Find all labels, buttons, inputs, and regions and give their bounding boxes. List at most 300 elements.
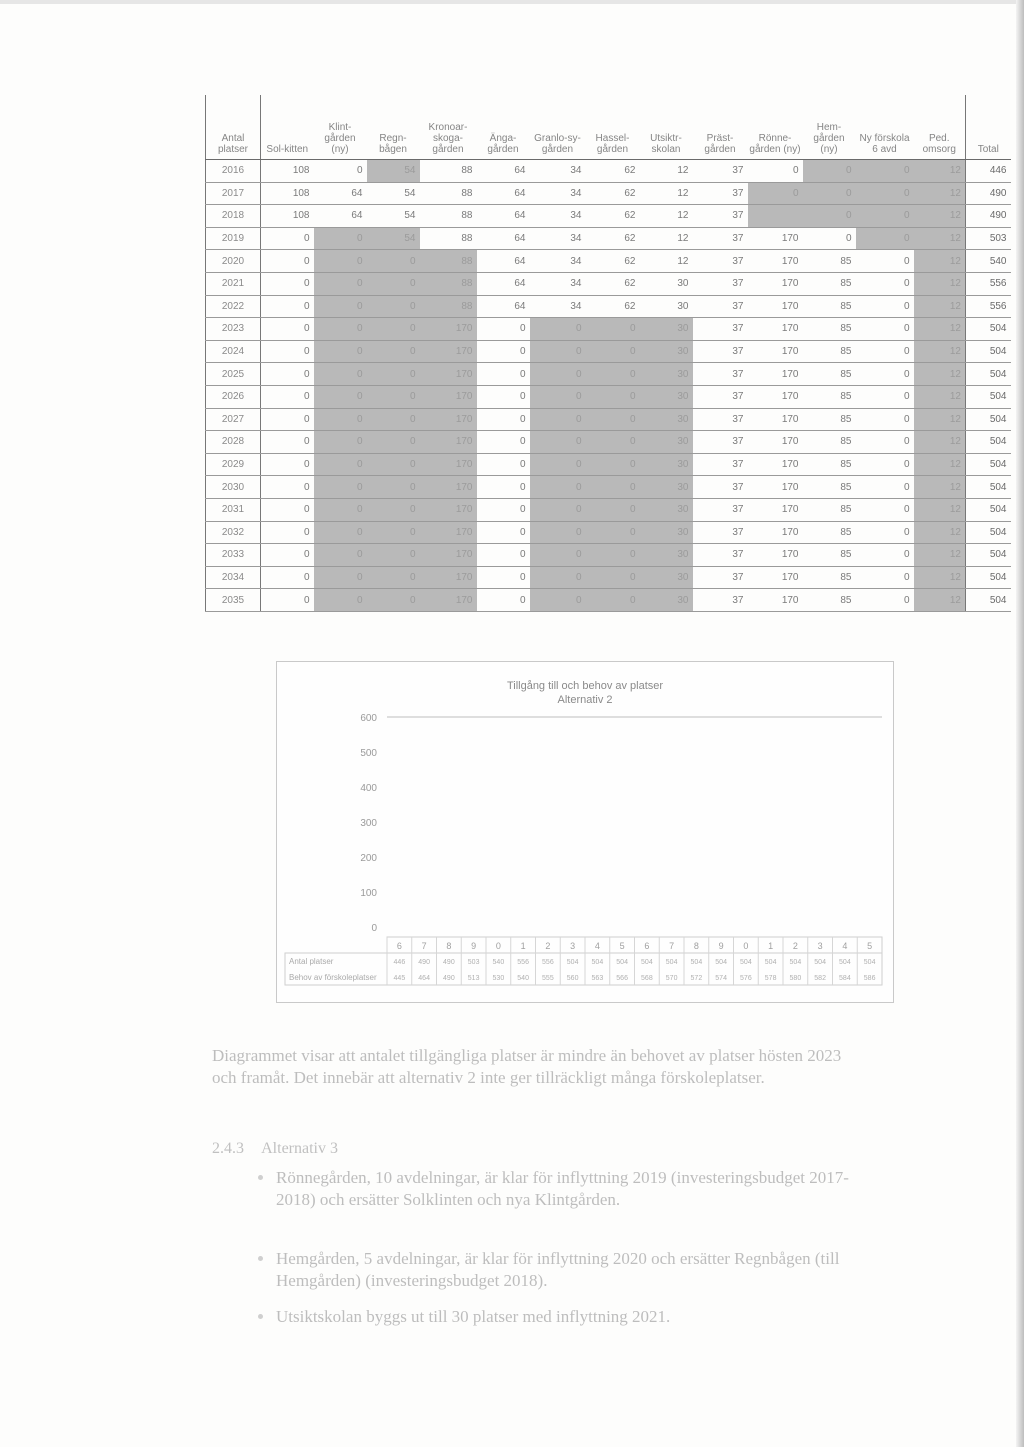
table-row (206, 318, 1011, 341)
table-cell: 88 (420, 205, 477, 228)
year-cell: 2032 (206, 521, 261, 544)
table-cell: 12 (914, 205, 966, 228)
table-row (206, 544, 1011, 567)
table-cell: 85 (803, 521, 856, 544)
table-cell: 30 (640, 566, 693, 589)
year-cell: 2024 (206, 340, 261, 363)
table-cell: 0 (261, 566, 314, 589)
table-cell: 0 (477, 476, 530, 499)
seat-table (205, 95, 1011, 612)
table-cell: 30 (640, 453, 693, 476)
column-header: Antal platser (206, 95, 261, 160)
table-cell: 170 (420, 453, 477, 476)
table-cell: 0 (856, 476, 914, 499)
table-cell: 170 (420, 589, 477, 612)
table-cell: 170 (748, 340, 803, 363)
table-cell: 108 (261, 205, 314, 228)
table-cell: 85 (803, 431, 856, 454)
series-value: 555 (542, 975, 554, 982)
table-cell: 0 (530, 431, 586, 454)
series-value: 504 (863, 959, 876, 966)
series-value: 504 (690, 959, 703, 966)
y-tick-label: 0 (371, 923, 377, 934)
x-category-label: 7 (421, 941, 427, 951)
table-cell: 37 (693, 476, 748, 499)
table-cell: 0 (586, 340, 640, 363)
y-tick-label: 400 (360, 783, 377, 794)
table-cell: 0 (856, 431, 914, 454)
total-cell: 504 (966, 318, 1011, 341)
column-header: Kronoar-skoga-gården (420, 95, 477, 160)
table-cell: 170 (748, 295, 803, 318)
table-cell: 0 (367, 250, 420, 273)
year-cell: 2031 (206, 498, 261, 521)
table-cell: 37 (693, 498, 748, 521)
column-header: Präst-gården (693, 95, 748, 160)
table-cell: 0 (856, 205, 914, 228)
table-cell: 0 (530, 544, 586, 567)
series-value: 576 (740, 975, 752, 982)
year-cell: 2018 (206, 205, 261, 228)
table-cell: 88 (420, 227, 477, 250)
table-cell: 0 (314, 160, 367, 183)
x-category-label: 6 (396, 941, 402, 951)
table-cell: 85 (803, 318, 856, 341)
series-value: 582 (814, 975, 826, 982)
x-category-label: 4 (842, 941, 848, 951)
x-category-label: 3 (570, 941, 576, 951)
table-cell: 0 (586, 318, 640, 341)
series-value: 504 (566, 959, 579, 966)
table-cell: 0 (367, 340, 420, 363)
chart-title: Tillgång till och behov av platser (506, 680, 664, 692)
x-category-label: 2 (792, 941, 798, 951)
series-value: 504 (839, 959, 851, 966)
total-cell: 504 (966, 340, 1011, 363)
bullet-dot-icon (258, 1256, 263, 1261)
table-cell: 0 (261, 589, 314, 612)
section-number: 2.4.3 (212, 1140, 244, 1157)
table-cell: 85 (803, 544, 856, 567)
table-cell: 0 (261, 476, 314, 499)
table-cell: 64 (477, 295, 530, 318)
table-cell: 0 (803, 227, 856, 250)
year-cell: 2019 (206, 227, 261, 250)
series-value: 556 (517, 959, 529, 966)
bullet-item (276, 1306, 856, 1328)
table-cell: 0 (586, 408, 640, 431)
table-cell: 0 (367, 431, 420, 454)
table-cell: 34 (530, 250, 586, 273)
table-cell: 0 (261, 431, 314, 454)
table-cell: 88 (420, 250, 477, 273)
table-cell: 0 (856, 589, 914, 612)
table-cell: 88 (420, 160, 477, 183)
total-cell: 504 (966, 453, 1011, 476)
table-row (206, 182, 1011, 205)
total-cell: 556 (966, 272, 1011, 295)
table-cell: 64 (314, 205, 367, 228)
column-header: Regn-bågen (367, 95, 420, 160)
table-cell: 0 (314, 363, 367, 386)
table-cell: 37 (693, 385, 748, 408)
table-cell: 0 (261, 227, 314, 250)
series-value: 570 (665, 975, 678, 982)
table-cell: 0 (748, 182, 803, 205)
table-cell: 37 (693, 340, 748, 363)
table-cell: 108 (261, 182, 314, 205)
table-cell: 12 (914, 431, 966, 454)
table-cell: 85 (803, 295, 856, 318)
x-category-label: 5 (619, 941, 625, 951)
x-category-label: 0 (743, 941, 749, 951)
table-cell: 0 (856, 318, 914, 341)
x-category-label: 0 (495, 941, 501, 951)
table-cell: 0 (856, 295, 914, 318)
table-row (206, 363, 1011, 386)
table-cell: 62 (586, 160, 640, 183)
table-cell: 0 (261, 453, 314, 476)
table-cell: 0 (477, 453, 530, 476)
table-cell: 85 (803, 476, 856, 499)
series-value: 513 (467, 975, 480, 982)
table-cell: 0 (261, 363, 314, 386)
table-cell: 0 (314, 227, 367, 250)
total-cell: 504 (966, 544, 1011, 567)
table-cell: 12 (914, 453, 966, 476)
table-cell: 30 (640, 363, 693, 386)
table-cell: 0 (477, 363, 530, 386)
table-cell: 0 (586, 363, 640, 386)
table-cell: 0 (477, 589, 530, 612)
table-cell: 37 (693, 589, 748, 612)
table-cell: 34 (530, 227, 586, 250)
table-cell: 170 (420, 340, 477, 363)
table-cell: 64 (477, 205, 530, 228)
total-cell: 504 (966, 385, 1011, 408)
year-cell: 2026 (206, 385, 261, 408)
table-cell: 12 (914, 272, 966, 295)
series-value: 584 (839, 975, 851, 982)
total-cell: 504 (966, 498, 1011, 521)
table-cell: 37 (693, 318, 748, 341)
table-cell: 170 (748, 566, 803, 589)
series-value: 503 (467, 959, 480, 966)
column-header: Total (966, 95, 1011, 160)
table-cell: 0 (530, 566, 586, 589)
table-row (206, 498, 1011, 521)
table-cell: 0 (367, 408, 420, 431)
total-cell: 504 (966, 408, 1011, 431)
year-cell: 2035 (206, 589, 261, 612)
total-cell: 490 (966, 182, 1011, 205)
table-cell: 170 (748, 453, 803, 476)
y-tick-label: 200 (360, 853, 377, 864)
table-cell: 0 (586, 431, 640, 454)
table-cell: 12 (640, 205, 693, 228)
table-cell: 0 (261, 385, 314, 408)
table-cell: 12 (914, 385, 966, 408)
table-cell: 0 (261, 521, 314, 544)
table-cell: 0 (314, 295, 367, 318)
table-cell: 0 (530, 385, 586, 408)
table-cell: 0 (367, 363, 420, 386)
table-header-row (206, 95, 1011, 160)
table-cell: 12 (914, 566, 966, 589)
series-value: 504 (740, 959, 752, 966)
y-tick-label: 600 (360, 713, 377, 724)
table-cell: 12 (914, 318, 966, 341)
series-value: 504 (616, 959, 628, 966)
table-cell: 30 (640, 318, 693, 341)
table-cell: 0 (367, 521, 420, 544)
bullet-dot-icon (258, 1314, 263, 1319)
table-cell: 54 (367, 182, 420, 205)
table-cell: 37 (693, 250, 748, 273)
table-cell: 62 (586, 272, 640, 295)
table-row (206, 385, 1011, 408)
table-cell: 12 (914, 160, 966, 183)
table-cell: 85 (803, 589, 856, 612)
table-cell: 0 (856, 227, 914, 250)
year-cell: 2023 (206, 318, 261, 341)
series-value: 490 (418, 959, 430, 966)
column-header: Ny förskola 6 avd (856, 95, 914, 160)
year-cell: 2030 (206, 476, 261, 499)
table-cell: 0 (261, 272, 314, 295)
year-cell: 2020 (206, 250, 261, 273)
series-value: 530 (492, 975, 505, 982)
table-cell (748, 205, 803, 228)
table-cell: 0 (803, 182, 856, 205)
column-header: Sol-kitten (261, 95, 314, 160)
table-cell: 170 (420, 544, 477, 567)
series-value: 504 (789, 959, 802, 966)
table-cell: 0 (530, 340, 586, 363)
table-row (206, 295, 1011, 318)
table-cell: 0 (367, 272, 420, 295)
table-cell: 0 (586, 476, 640, 499)
series-value: 504 (764, 959, 777, 966)
table-cell: 170 (420, 408, 477, 431)
table-cell: 37 (693, 160, 748, 183)
table-cell: 0 (261, 408, 314, 431)
series-value: 504 (641, 959, 653, 966)
table-cell: 170 (748, 476, 803, 499)
x-category-label: 9 (471, 941, 477, 951)
table-cell: 62 (586, 182, 640, 205)
table-cell: 0 (586, 521, 640, 544)
table-cell: 0 (314, 250, 367, 273)
table-cell: 0 (856, 544, 914, 567)
table-cell: 85 (803, 498, 856, 521)
total-cell: 504 (966, 521, 1011, 544)
table-cell: 12 (914, 544, 966, 567)
table-cell: 0 (367, 498, 420, 521)
chart-panel (276, 661, 894, 1003)
column-header: Klint-gården (ny) (314, 95, 367, 160)
table-cell: 0 (748, 160, 803, 183)
column-header: Änga-gården (477, 95, 530, 160)
year-cell: 2027 (206, 408, 261, 431)
table-cell: 30 (640, 340, 693, 363)
x-category-label: 1 (768, 941, 774, 951)
table-cell: 0 (586, 453, 640, 476)
table-cell: 0 (530, 408, 586, 431)
series-value: 574 (715, 975, 727, 982)
table-cell: 37 (693, 227, 748, 250)
column-header: Ped. omsorg (914, 95, 966, 160)
table-cell: 0 (586, 566, 640, 589)
table-cell: 12 (914, 521, 966, 544)
table-cell: 62 (586, 205, 640, 228)
table-cell: 0 (586, 385, 640, 408)
table-cell: 0 (367, 318, 420, 341)
table-cell: 0 (477, 566, 530, 589)
table-cell: 34 (530, 272, 586, 295)
bullet-item (276, 1167, 856, 1211)
year-cell: 2029 (206, 453, 261, 476)
table-cell: 170 (748, 385, 803, 408)
table-cell: 0 (477, 408, 530, 431)
table-cell: 0 (530, 521, 586, 544)
table-cell: 170 (420, 566, 477, 589)
table-cell: 62 (586, 250, 640, 273)
table-cell: 12 (914, 295, 966, 318)
table-cell: 0 (856, 453, 914, 476)
table-cell: 85 (803, 566, 856, 589)
total-cell: 504 (966, 363, 1011, 386)
table-cell: 0 (314, 521, 367, 544)
table-cell: 0 (367, 589, 420, 612)
x-category-label: 8 (693, 941, 699, 951)
y-tick-label: 300 (360, 818, 377, 829)
year-cell: 2028 (206, 431, 261, 454)
table-cell: 170 (748, 521, 803, 544)
table-cell: 0 (261, 250, 314, 273)
total-cell: 504 (966, 476, 1011, 499)
table-cell: 170 (748, 318, 803, 341)
table-cell: 37 (693, 566, 748, 589)
table-cell: 0 (314, 566, 367, 589)
table-row (206, 476, 1011, 499)
table-cell: 34 (530, 205, 586, 228)
series-value: 504 (665, 959, 678, 966)
column-header: Rönne-gården (ny) (748, 95, 803, 160)
section-heading (212, 1140, 352, 1158)
table-cell: 0 (856, 250, 914, 273)
table-cell: 37 (693, 182, 748, 205)
table-cell: 108 (261, 160, 314, 183)
x-category-label: 6 (644, 941, 650, 951)
total-cell: 490 (966, 205, 1011, 228)
table-cell: 64 (477, 182, 530, 205)
table-cell: 170 (420, 363, 477, 386)
series-legend-label: Antal platser (289, 957, 334, 966)
table-cell: 88 (420, 272, 477, 295)
table-cell: 37 (693, 295, 748, 318)
year-cell: 2017 (206, 182, 261, 205)
series-value: 566 (616, 975, 628, 982)
series-value: 586 (863, 975, 876, 982)
table-row (206, 589, 1011, 612)
table-cell: 0 (314, 589, 367, 612)
bullet-text: Hemgården, 5 avdelningar, är klar för inflyttning 2020 och ersätter Regnbågen (till Hemgården) (investeringsbudget 2018). (276, 1249, 840, 1290)
table-cell: 30 (640, 431, 693, 454)
table-row (206, 205, 1011, 228)
table-cell: 0 (477, 544, 530, 567)
table-cell: 88 (420, 182, 477, 205)
table-cell: 12 (914, 250, 966, 273)
series-value: 490 (443, 959, 455, 966)
table-cell: 0 (856, 385, 914, 408)
table-cell: 30 (640, 589, 693, 612)
table-cell: 34 (530, 182, 586, 205)
table-cell: 62 (586, 227, 640, 250)
table-row (206, 272, 1011, 295)
table-cell: 12 (640, 160, 693, 183)
x-category-label: 9 (718, 941, 724, 951)
table-row (206, 250, 1011, 273)
x-category-label: 2 (545, 941, 551, 951)
total-cell: 540 (966, 250, 1011, 273)
column-header: Hem-gården (ny) (803, 95, 856, 160)
table-cell: 0 (314, 318, 367, 341)
table-cell: 0 (530, 589, 586, 612)
table-cell: 0 (477, 521, 530, 544)
table-cell: 0 (261, 295, 314, 318)
table-cell: 85 (803, 385, 856, 408)
table-cell: 0 (803, 205, 856, 228)
table-cell: 0 (586, 589, 640, 612)
total-cell: 504 (966, 589, 1011, 612)
table-cell: 0 (856, 363, 914, 386)
table-cell: 0 (530, 318, 586, 341)
table-cell: 0 (856, 408, 914, 431)
series-value: 578 (764, 975, 777, 982)
table-cell: 12 (914, 498, 966, 521)
table-cell: 12 (640, 182, 693, 205)
total-cell: 504 (966, 431, 1011, 454)
table-cell: 0 (314, 340, 367, 363)
table-cell: 0 (530, 363, 586, 386)
table-cell: 0 (314, 431, 367, 454)
table-row (206, 566, 1011, 589)
table-cell: 0 (530, 453, 586, 476)
table-cell: 0 (856, 182, 914, 205)
table-cell: 0 (586, 498, 640, 521)
table-cell: 0 (856, 521, 914, 544)
table-cell: 0 (314, 385, 367, 408)
table-body (206, 160, 1011, 612)
bullet-text: Rönnegården, 10 avdelningar, är klar för inflyttning 2019 (investeringsbudget 2017-2018) och ersätter Solklinten och nya Klintgården. (276, 1168, 849, 1209)
table-cell: 0 (856, 498, 914, 521)
table-cell: 170 (748, 589, 803, 612)
series-value: 572 (690, 975, 703, 982)
table-row (206, 227, 1011, 250)
series-value: 504 (591, 959, 604, 966)
series-value: 580 (789, 975, 802, 982)
table-cell: 0 (367, 566, 420, 589)
bullet-item (276, 1248, 856, 1292)
table-cell: 170 (748, 544, 803, 567)
table-cell: 0 (261, 498, 314, 521)
bullet-text: Utsiktskolan byggs ut till 30 platser med inflyttning 2021. (276, 1307, 671, 1326)
table-cell: 34 (530, 160, 586, 183)
table-row (206, 160, 1011, 183)
column-header: Hassel-gården (586, 95, 640, 160)
table-cell: 0 (477, 385, 530, 408)
